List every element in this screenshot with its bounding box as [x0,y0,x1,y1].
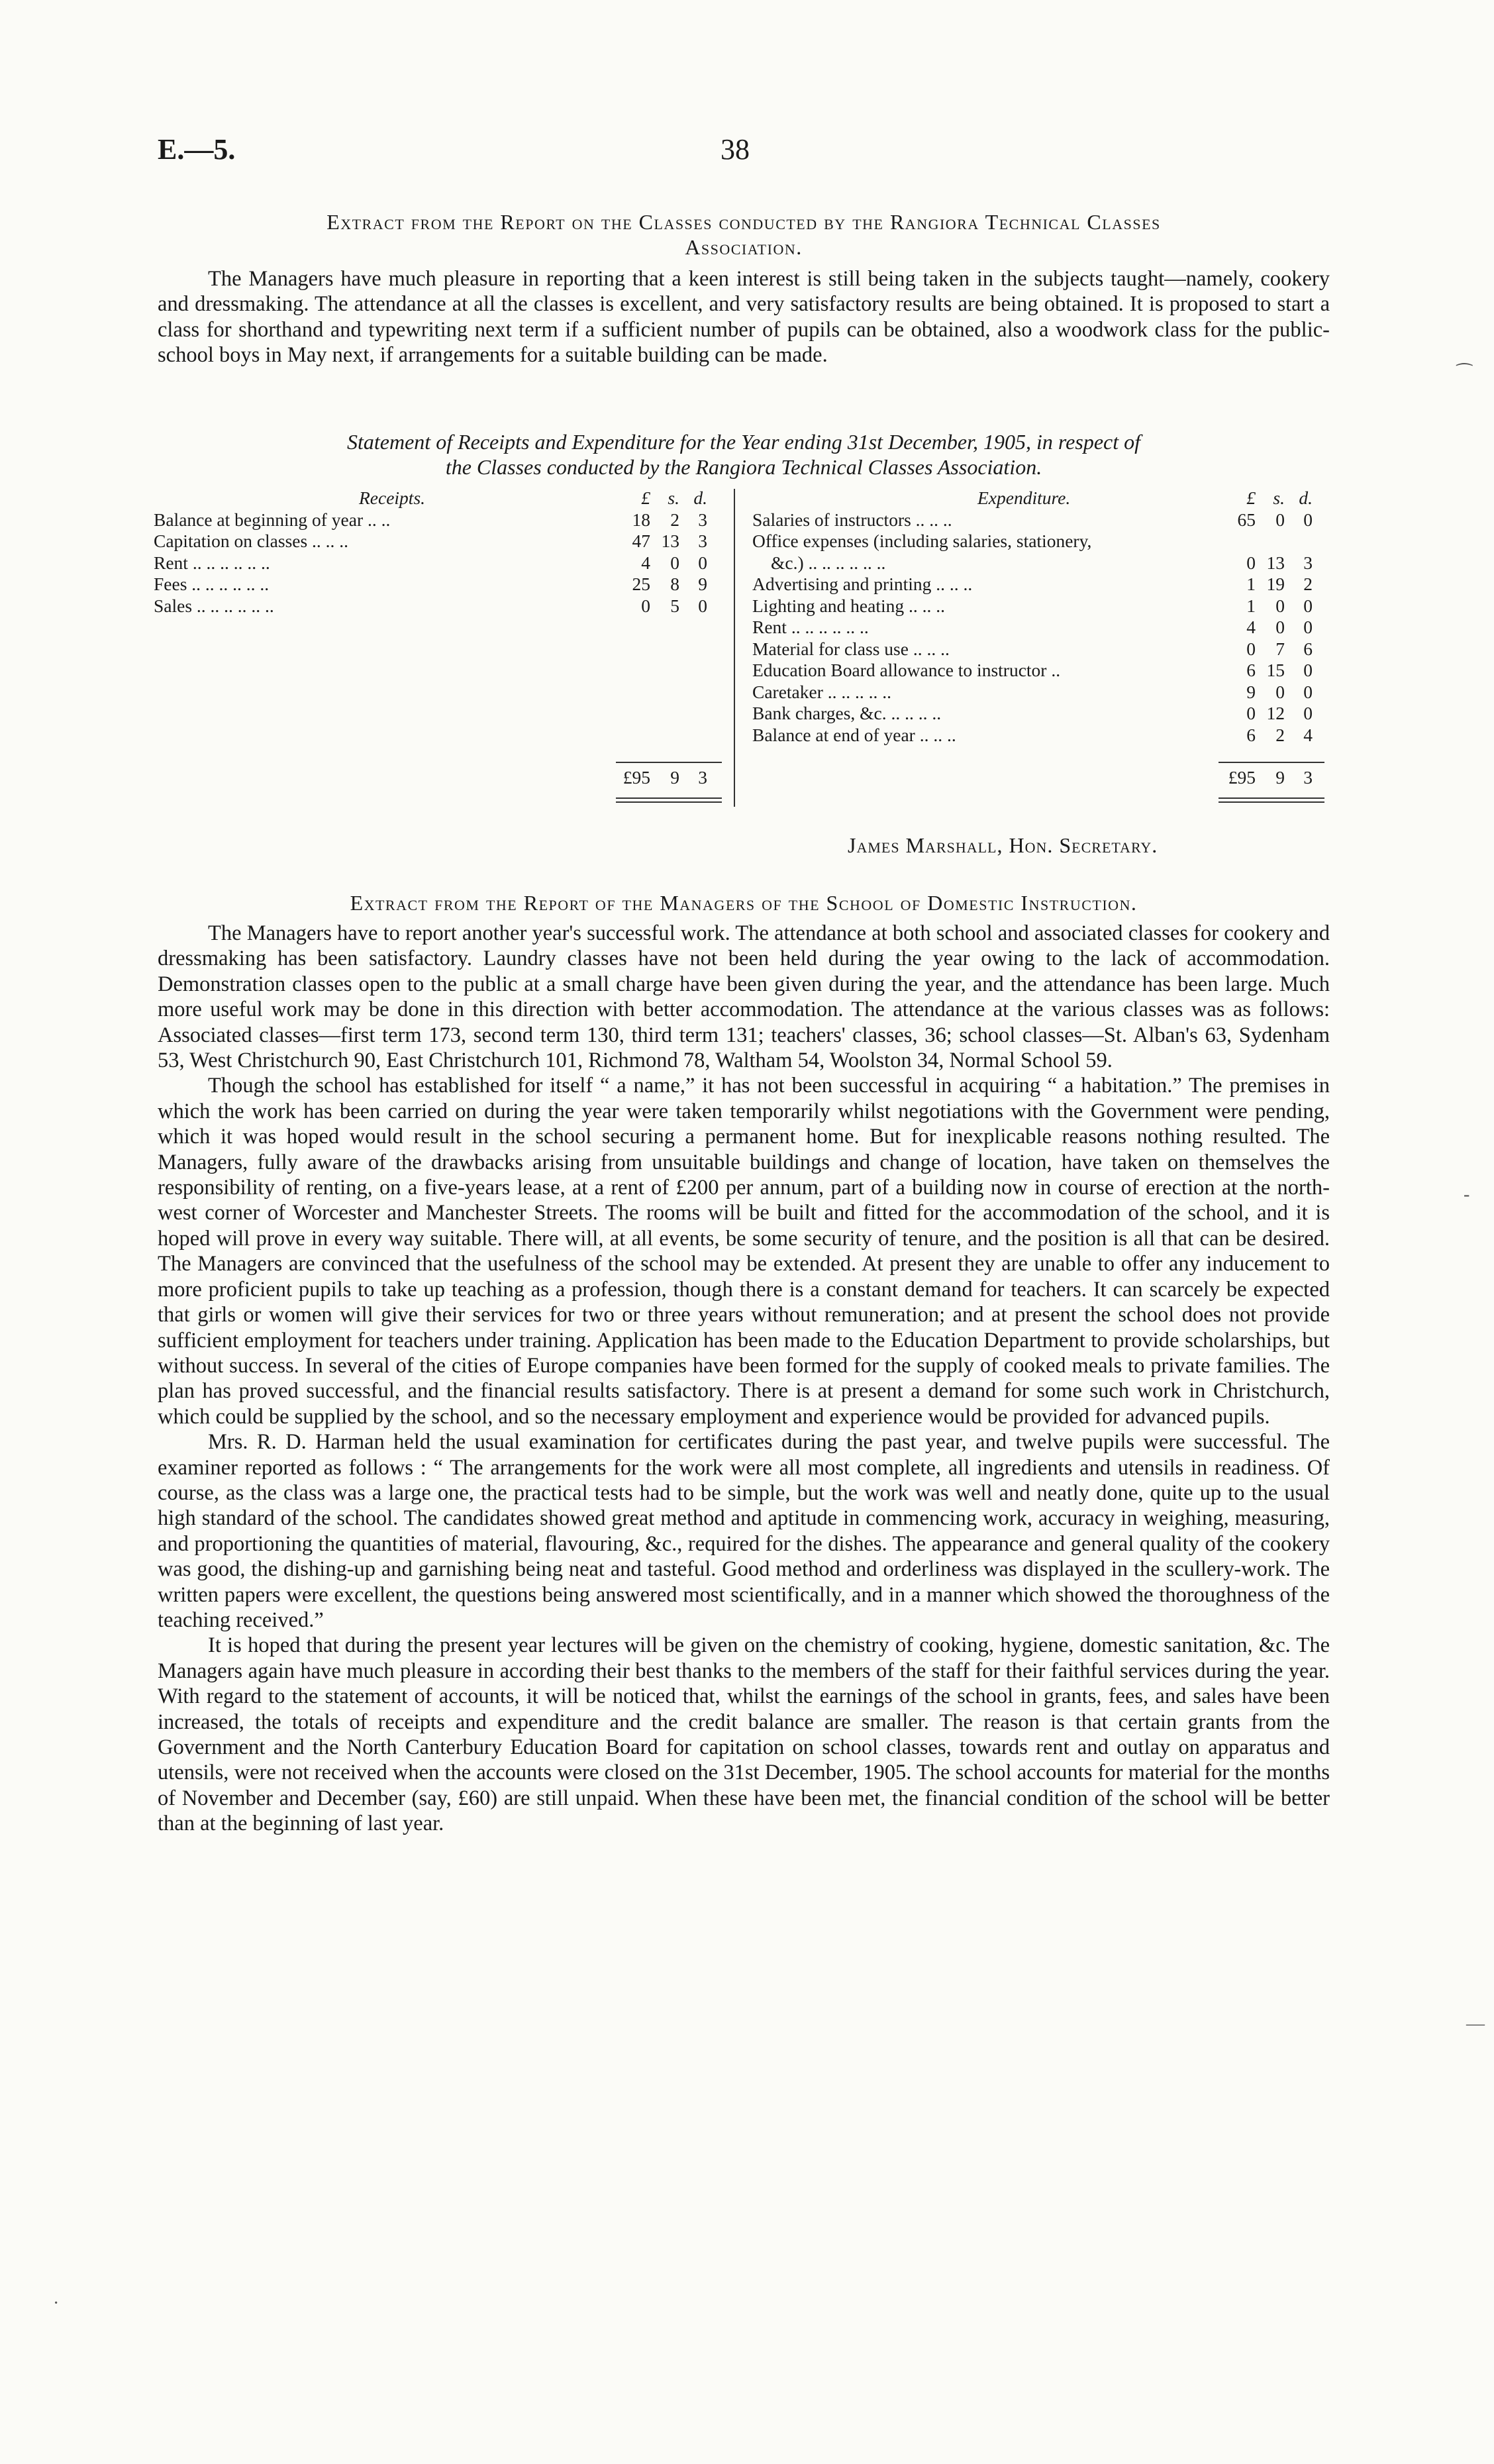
receipts-row-amount-d: 9 [698,574,707,594]
expenditure-row [752,574,1322,595]
expenditure-total-double-rule-1 [1219,797,1324,799]
receipts-total-double-rule-1 [616,797,722,799]
expenditure-total-rule [1219,762,1324,763]
expenditure-row [752,660,1322,682]
expenditure-row-label: Material for class use .. .. .. [752,638,950,659]
receipts-row-label: Balance at beginning of year .. .. [154,509,391,530]
expenditure-row-amount-s: 13 [1266,552,1285,573]
expenditure-row-amount-d: 3 [1303,552,1313,573]
expenditure-row-amount-l: 1 [1246,595,1256,616]
expenditure-row-label: &c.) .. .. .. .. .. .. [771,552,886,573]
receipts-row [154,552,723,574]
expenditure-row-amount-l: 6 [1246,724,1256,745]
margin-mark: · [53,2293,60,2314]
expenditure-row-amount-d: 0 [1303,703,1313,723]
receipts-total-rule [616,762,722,763]
section-title-rangiora: Extract from the Report on the Classes conducted by the Rangiora Technical Classes Association. [326,210,1161,259]
receipts-row-amount-l: 0 [641,595,650,616]
rangiora-paragraph: The Managers have much pleasure in reporting that a keen interest is still being taken in the subjects taught—namely, cookery and dressmaking. The attendance at all the classes is excellent, and very satisfactory results are being obtained. It is proposed to start a class for shorthand and typewriting next term if a sufficient number of pupils can be obtained, also a woodwork class for the public-school boys in May next, if arrangements for a suitable building can be made. [158,267,1330,368]
expenditure-row-amount-s: 0 [1275,595,1285,616]
expenditure-row-amount-s: 2 [1275,724,1285,745]
receipts-total-row: £95 9 3 [622,767,707,788]
receipts-row [154,509,723,531]
receipts-row-label: Rent .. .. .. .. .. .. [154,552,270,573]
paragraph-2: Though the school has established for itself “ a name,” it has not been successful in acquiring “ a habitation.” The premises in which the work has been carried on during the year were taken temporarily whilst negotiations with the Government were pending, which it was hoped would result in the school securing a permanent home. But for inexplicable reasons nothing resulted. The Managers, fully aware of the drawbacks arising from unsuitable buildings and change of location, have taken on themselves the responsibility of renting, on a five-years lease, at a rent of £200 per annum, part of a building now in course of erection at the north-west corner of Worcester and Manchester Streets. The rooms will be built and fitted for the accommodation of the school, and it is hoped will prove in every way suitable. There will, at all events, be some security of tenure, and the position is all that can be desired. The Managers are convinced that the usefulness of the school may be extended. At present they are unable to offer any inducement to more proficient pupils to take up teaching as a profession, though there is a constant demand for teachers. It can scarcely be expected that girls or women will give their services for two or three years without remuneration; and at present the school does not provide sufficient employment for teachers under training. Application has been made to the Education Department to provide scholarships, but without success. In several of the cities of Europe companies have been formed for the supply of cooked meals to private families. The plan has proved successful, and the financial results satisfactory. There is at present a demand for some such work in Christchurch, which could be supplied by the school, and so the necessary employment and experience would be provided for advanced pupils. [158,1074,1330,1429]
expenditure-row-label: Salaries of instructors .. .. .. [752,509,952,530]
receipts-row-label: Sales .. .. .. .. .. .. [154,595,274,616]
expenditure-row [752,552,1322,574]
receipts-row-amount-s: 13 [661,531,679,551]
expenditure-row-label: Bank charges, &c. .. .. .. .. [752,703,942,723]
receipts-header-row: Receipts. £ s. d. [359,488,707,508]
signature: James Marshall, Hon. Secretary. [848,833,1158,857]
receipts-row-amount-s: 5 [670,595,679,616]
section-title-domestic-instruction: Extract from the Report of the Managers of the School of Domestic Instruction. [350,891,1138,915]
page-header [158,132,1330,172]
expenditure-row-label: Rent .. .. .. .. .. .. [752,617,869,637]
expenditure-row-amount-l: 0 [1246,638,1256,659]
receipts-row-amount-s: 8 [670,574,679,594]
receipts-row-amount-d: 0 [698,595,707,616]
receipts-row-amount-l: 4 [641,552,650,573]
expenditure-row-label: Balance at end of year .. .. .. [752,724,956,745]
paragraph-1: The Managers have to report another year's successful work. The attendance at both school and associated classes for cookery and dressmaking has been satisfactory. Laundry classes have not been held during the year owing to the lack of accommodation. Demonstration classes open to the public at a small charge have been given during the year, and the attendance has been large. Much more useful work may be done in this direction with better accommodation. The attendance at the various classes was as follows: Associated classes—first term 173, second term 130, third term 131; teachers' classes, 36; school classes—St. Alban's 63, Sydenham 53, West Christchurch 90, East Christchurch 101, Richmond 78, Waltham 54, Woolston 34, Normal School 59. [158,921,1330,1073]
expenditure-row-amount-l: 1 [1246,574,1256,594]
receipts-table [154,488,723,617]
receipts-row-label: Fees .. .. .. .. .. .. [154,574,270,594]
expenditure-header-row: Expenditure. £ s. d. [977,488,1313,508]
document-reference: E.—5. [158,133,236,166]
receipts-row [154,574,723,595]
expenditure-row [752,531,1322,552]
receipts-row-amount-l: 47 [632,531,650,551]
expenditure-row-label: Advertising and printing .. .. .. [752,574,973,594]
receipts-row [154,595,723,617]
expenditure-row-label: Education Board allowance to instructor .. [752,660,1061,680]
receipts-row-amount-d: 3 [698,509,707,530]
margin-mark: ⁀ [1457,364,1472,385]
receipts-heading: Receipts. [359,488,426,508]
expenditure-row-amount-s: 0 [1275,509,1285,530]
receipts-row-label: Capitation on classes .. .. .. [154,531,349,551]
expenditure-row-label: Lighting and heating .. .. .. [752,595,945,616]
expenditure-row [752,682,1322,703]
table-divider [734,489,735,807]
expenditure-row-amount-s: 12 [1266,703,1285,723]
expenditure-row-amount-d: 0 [1303,617,1313,637]
expenditure-row-amount-s: 0 [1275,617,1285,637]
receipts-row-amount-s: 0 [670,552,679,573]
expenditure-row-amount-l: 0 [1246,552,1256,573]
margin-mark: ‐ [1464,1184,1470,1205]
domestic-instruction-body [158,921,1330,1837]
expenditure-row-amount-l: 4 [1246,617,1256,637]
expenditure-row-amount-s: 15 [1266,660,1285,680]
expenditure-row-amount-d: 0 [1303,595,1313,616]
expenditure-row-amount-d: 0 [1303,509,1313,530]
expenditure-row-amount-l: 9 [1246,681,1256,702]
receipts-row-amount-s: 2 [670,509,679,530]
receipts-row-amount-d: 3 [698,531,707,551]
paragraph-3: Mrs. R. D. Harman held the usual examination for certificates during the past year, and twelve pupils were successful. The examiner reported as follows : “ The arrangements for the work were all most complete, all ingredients and utensils in readiness. Of course, as the class was a large one, the practical tests had to be simple, but the work was well and neatly done, quite up to the usual high standard of the school. The candidates showed great method and aptitude in commencing work, accuracy in weighing, measuring, and proportioning the quantities of material, flavouring, &c., required for the dishes. The appearance and general quality of the cookery was good, the dishing-up and garnishing being neat and tasteful. Good method and orderliness was displayed in the scullery-work. The written papers were excellent, the questions being answered most scientifically, and in a manner which showed the thoroughness of the teaching received.” [158,1430,1330,1632]
expenditure-row [752,617,1322,639]
expenditure-row-amount-l: 6 [1246,660,1256,680]
expenditure-row-label: Caretaker .. .. .. .. .. [752,681,891,702]
expenditure-row-amount-s: 7 [1275,638,1285,659]
receipts-row-amount-d: 0 [698,552,707,573]
expenditure-row [752,639,1322,660]
expenditure-heading: Expenditure. [977,488,1071,508]
expenditure-total-double-rule-2 [1219,801,1324,803]
expenditure-row [752,595,1322,617]
expenditure-row-amount-s: 0 [1275,681,1285,702]
expenditure-row [752,509,1322,531]
expenditure-total-row: £95 9 3 [1228,767,1313,788]
page-number: 38 [721,133,750,166]
receipts-total-double-rule-2 [616,801,722,803]
expenditure-row-amount-d: 6 [1303,638,1313,659]
expenditure-row-amount-s: 19 [1266,574,1285,594]
expenditure-row-amount-l: 65 [1237,509,1256,530]
receipts-row [154,531,723,552]
expenditure-row-amount-d: 4 [1303,724,1313,745]
expenditure-row-amount-d: 0 [1303,681,1313,702]
expenditure-row [752,703,1322,725]
receipts-row-amount-l: 18 [632,509,650,530]
expenditure-row-amount-d: 0 [1303,660,1313,680]
receipts-row-amount-l: 25 [632,574,650,594]
expenditure-table [752,488,1322,746]
expenditure-row-amount-d: 2 [1303,574,1313,594]
paragraph-4: It is hoped that during the present year lectures will be given on the chemistry of cooking, hygiene, domestic sanitation, &c. The Managers again have much pleasure in according their best thanks to the members of the staff for their faithful services during the year. With regard to the statement of accounts, it will be noticed that, whilst the earnings of the school in grants, fees, and sales have been increased, the totals of receipts and expenditure and the credit balance are smaller. The reason is that certain grants from the Government and the North Canterbury Education Board for capitation on school classes, towards rent and outlay on apparatus and utensils, were not received when the accounts were closed on the 31st December, 1905. The school accounts for material for the months of November and December (say, £60) are still unpaid. When these have been met, the financial condition of the school will be better than at the beginning of last year. [158,1633,1330,1836]
expenditure-row-amount-l: 0 [1246,703,1256,723]
expenditure-row [752,725,1322,746]
margin-mark: — [1466,2014,1485,2034]
expenditure-row-label: Office expenses (including salaries, stationery, [752,531,1092,551]
statement-caption: Statement of Receipts and Expenditure for the Year ending 31st December, 1905, in respect of the Classes conducted by the Rangiora Technical Classes Association. [347,430,1140,479]
